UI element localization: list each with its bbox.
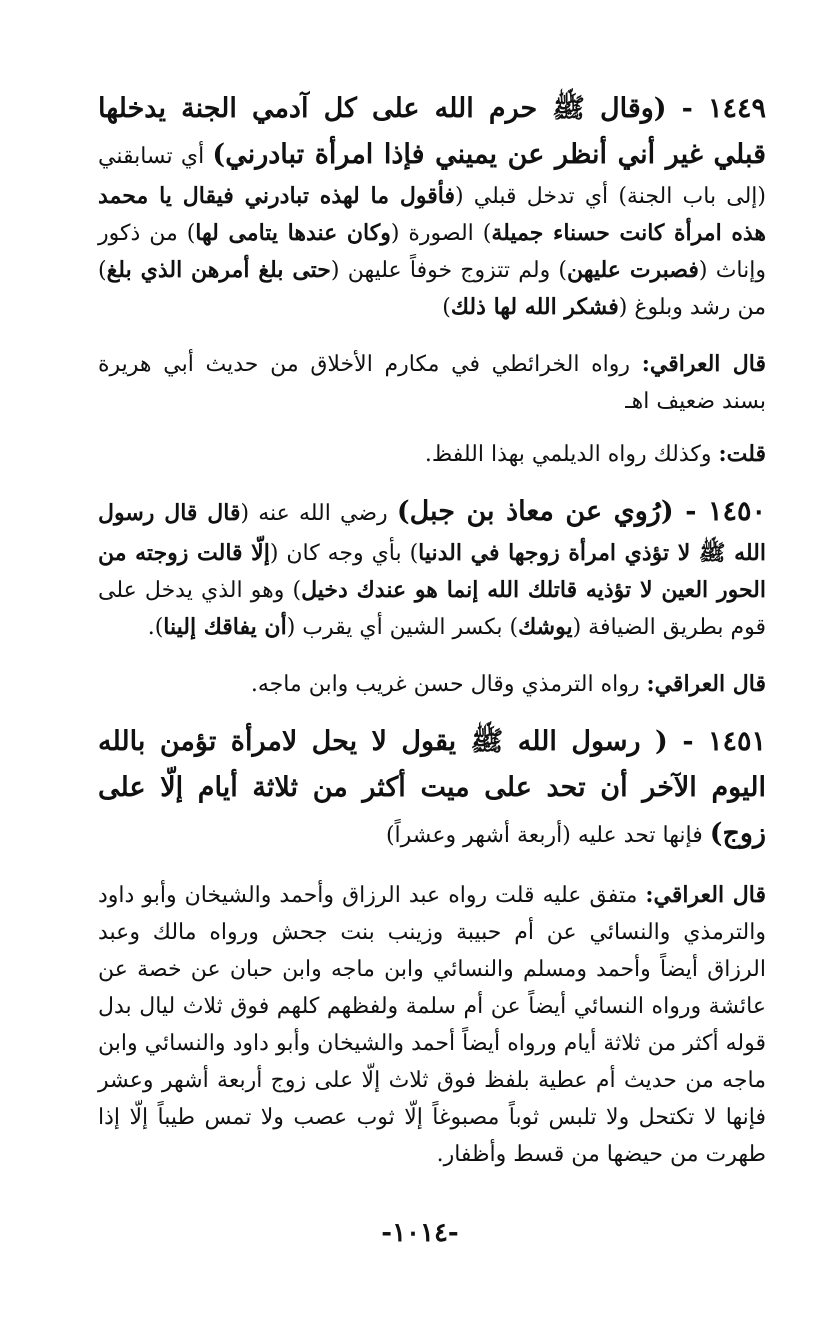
comment-label: قال العراقي: bbox=[646, 671, 766, 697]
hadith-1450-lead: ١٤٥٠ - (رُوي عن معاذ بن جبل) bbox=[396, 496, 767, 527]
hadith-1451-lead: ١٤٥١ - ( رسول الله ﷺ يقول لا يحل لامرأة تؤمن بالله اليوم الآخر أن تحد على ميت أكثر من ثلاثة أيام إلّا على زوج) bbox=[98, 726, 767, 849]
comment-text: رواه الترمذي وقال حسن غريب وابن ماجه. bbox=[250, 672, 647, 697]
comment-text: متفق عليه قلت رواه عبد الرزاق وأحمد والشيخان وأبو داود والترمذي والنسائي عن أم حبيبة وزينب بنت جحش ورواه مالك وعبد الرزاق أيضاً وأحمد ومسلم والنسائي وابن ماجه وابن حبان عن خصة عن عائشة ورواه النسائي أيضاً عن أم سلمة ولفظهم كلهم فوق ثلاث ليال بدل قوله أكثر من ثلاثة أيام ورواه أيضاً أحمد والشيخان وأبو داود والنسائي وابن ماجه من حديث أم عطية بلفظ فوق ثلاث إلّا على زوج أربعة أشهر وعشر فإنها لا تكتحل ولا تلبس ثوباً مصبوغاً إلّا ثوب عصب ولا تمس طيباً إلّا إذا طهرت من حيضها من قسط وأظفار. bbox=[98, 883, 766, 1167]
page-number: -١٠١٤- bbox=[381, 1218, 459, 1248]
hadith-number: ١٤٥١ - bbox=[682, 726, 767, 757]
comment-label: قال العراقي: bbox=[645, 882, 766, 908]
note-text: وكذلك رواه الديلمي بهذا اللفظ. bbox=[424, 442, 719, 467]
hadith-1449: ١٤٤٩ - (وقال ﷺ حرم الله على كل آدمي الجنة يدخلها قبلي غير أني أنظر عن يميني فإذا امرأة تبادرني) أي تسابقني (إلى باب الجنة) أي تدخل قبلي (فأقول ما لهذه تبادرني فيقال يا محمد هذه امرأة كانت حسناء جميلة) الصورة (وكان عندها يتامى لها) من ذكور وإناث (فصبرت عليهن) ولم تتزوج خوفاً عليهن (حتى بلغ أمرهن الذي بلغ) من رشد وبلوغ (فشكر الله لها ذلك) bbox=[98, 93, 767, 320]
hadith-1450: ١٤٥٠ - (رُوي عن معاذ بن جبل) رضي الله عنه (قال قال رسول الله ﷺ لا تؤذي امرأة زوجها في الدنيا) بأي وجه كان (إلّا قالت زوجته من الحور العين لا تؤذيه قاتلك الله إنما هو عندك دخيل) وهو الذي يدخل على قوم بطريق الضيافة (يوشك) بكسر الشين أي يقرب (أن يفاقك إلينا). bbox=[98, 496, 767, 640]
author-note-1449 bbox=[98, 436, 766, 473]
comment-text: رواه الخرائطي في مكارم الأخلاق من حديث أبي هريرة بسند ضعيف اهـ bbox=[98, 352, 766, 414]
iraqi-comment-1450 bbox=[98, 666, 766, 703]
hadith-number: ١٤٤٩ - bbox=[681, 93, 766, 124]
hadith-1451: ١٤٥١ - ( رسول الله ﷺ يقول لا يحل لامرأة تؤمن بالله اليوم الآخر أن تحد على ميت أكثر من ثلاثة أيام إلّا على زوج) فإنها تحد عليه (أربعة أشهر وعشراً) bbox=[98, 726, 767, 849]
hadith-matn: (وقال ﷺ حرم الله على كل آدمي الجنة يدخلها قبلي غير أني أنظر عن يميني فإذا امرأة تبادرني) bbox=[98, 93, 767, 170]
note-label: قلت: bbox=[718, 441, 766, 467]
iraqi-comment-1451 bbox=[98, 877, 766, 1173]
comment-label: قال العراقي: bbox=[641, 351, 766, 377]
hadith-number: ١٤٥٠ - bbox=[685, 496, 767, 527]
iraqi-comment-1449 bbox=[98, 346, 766, 420]
